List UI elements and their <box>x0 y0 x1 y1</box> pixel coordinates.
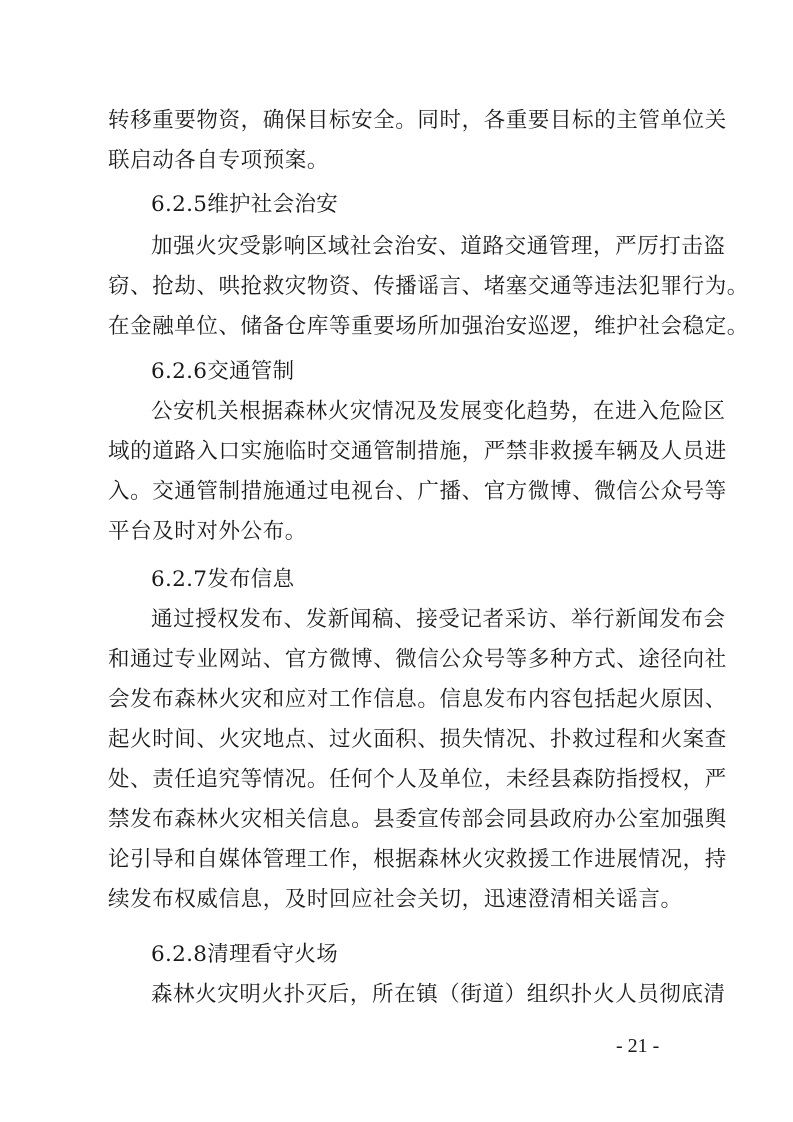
paragraph-line: 域的道路入口实施临时交通管制措施，严禁非救援车辆及人员进 <box>108 439 727 464</box>
paragraph-line: 窃、抢劫、哄抢救灾物资、传播谣言、堵塞交通等违法犯罪行为。 <box>108 274 749 299</box>
section-heading: 6.2.6交通管制 <box>151 359 295 384</box>
section-heading: 6.2.7发布信息 <box>151 567 295 592</box>
paragraph-line: 入。交通管制措施通过电视台、广播、官方微博、微信公众号等 <box>108 479 727 504</box>
section-heading: 6.2.5维护社会治安 <box>151 192 339 217</box>
paragraph-line: 加强火灾受影响区域社会治安、道路交通管理，严厉打击盗 <box>151 234 726 259</box>
paragraph-line: 论引导和自媒体管理工作，根据森林火灾救援工作进展情况，持 <box>108 847 727 872</box>
paragraph-line: 通过授权发布、发新闻稿、接受记者采访、举行新闻发布会 <box>151 607 726 632</box>
paragraph <box>108 227 749 347</box>
paragraph-line: 禁发布森林火灾相关信息。县委宣传部会同县政府办公室加强舆 <box>108 807 727 832</box>
paragraph-line: 会发布森林火灾和应对工作信息。信息发布内容包括起火原因、 <box>108 687 727 712</box>
paragraph-line: 转移重要物资，确保目标安全。同时，各重要目标的主管单位关 <box>108 108 727 133</box>
paragraph-line: 起火时间、火灾地点、过火面积、损失情况、扑救过程和火案查 <box>108 727 727 752</box>
paragraph <box>108 392 727 552</box>
paragraph <box>108 101 727 181</box>
paragraph-line: 森林火灾明火扑灭后，所在镇（街道）组织扑火人员彻底清 <box>151 982 726 1007</box>
paragraph <box>108 975 726 1015</box>
page-number: - 21 - <box>616 1035 660 1057</box>
paragraph-line: 联启动各自专项预案。 <box>108 148 330 173</box>
paragraph-line: 平台及时对外公布。 <box>108 519 307 544</box>
paragraph-line: 续发布权威信息，及时回应社会关切，迅速澄清相关谣言。 <box>108 887 683 912</box>
paragraph-line: 处、责任追究等情况。任何个人及单位，未经县森防指授权，严 <box>108 767 727 792</box>
paragraph <box>108 600 727 920</box>
paragraph-line: 和通过专业网站、官方微博、微信公众号等多种方式、途径向社 <box>108 647 727 672</box>
section-heading: 6.2.8清理看守火场 <box>151 942 339 967</box>
paragraph-line: 公安机关根据森林火灾情况及发展变化趋势，在进入危险区 <box>151 399 726 424</box>
paragraph-line: 在金融单位、储备仓库等重要场所加强治安巡逻，维护社会稳定。 <box>108 314 749 339</box>
